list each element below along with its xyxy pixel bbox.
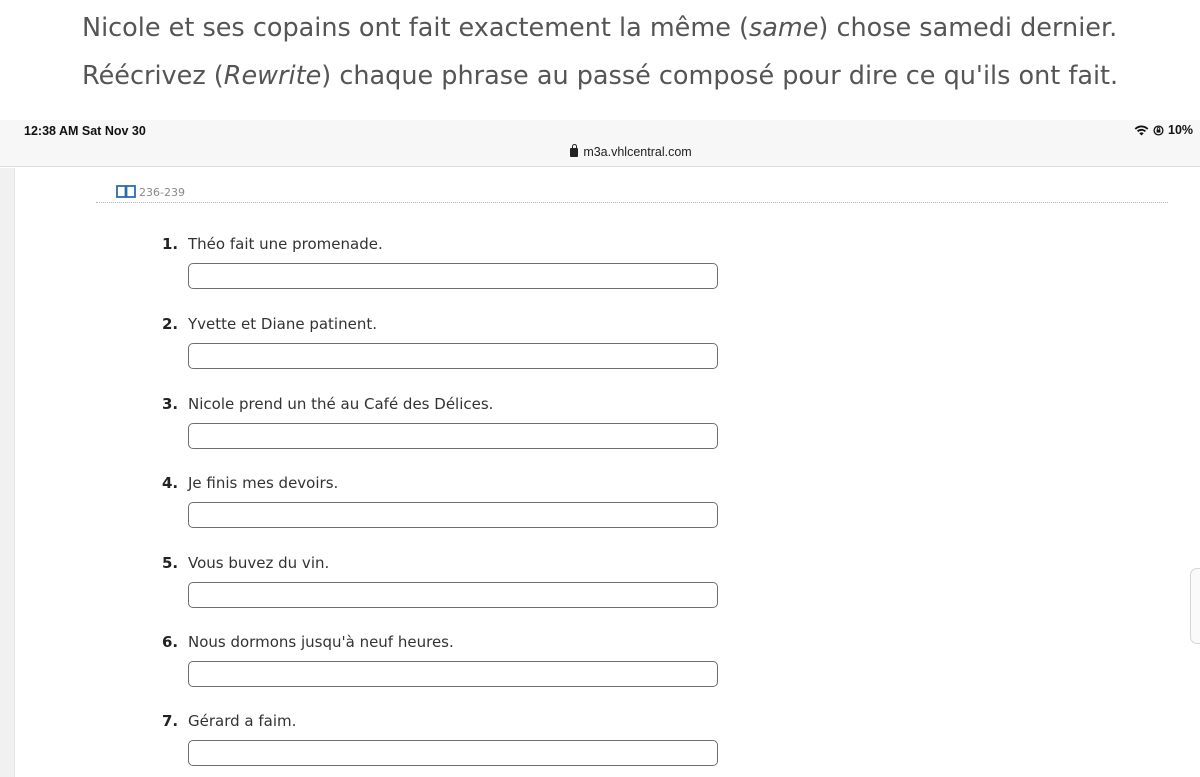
- question-number: 5.: [162, 554, 179, 572]
- divider: [96, 202, 1168, 203]
- answer-input-7[interactable]: [188, 740, 718, 766]
- status-time: 12:38 AM Sat Nov 30: [24, 124, 146, 138]
- book-icon: [116, 185, 136, 198]
- question-text: Nicole prend un thé au Café des Délices.: [188, 395, 494, 413]
- question-number: 7.: [162, 712, 179, 730]
- answer-input-4[interactable]: [188, 502, 718, 528]
- url-text: m3a.vhlcentral.com: [583, 145, 692, 159]
- instruction-line-1: [82, 13, 1192, 43]
- instructions: [0, 0, 1200, 120]
- exercise-content: [0, 168, 1200, 777]
- question-text: Vous buvez du vin.: [188, 554, 330, 572]
- question-text: Nous dormons jusqu'à neuf heures.: [188, 633, 454, 651]
- instruction-line-2-start: Réécrivez (: [82, 61, 224, 91]
- question-number: 2.: [162, 315, 179, 333]
- answer-input-2[interactable]: [188, 343, 718, 369]
- reference-pages: 236-239: [139, 186, 185, 199]
- instruction-line-2-emphasis: Rewrite: [223, 61, 322, 91]
- answer-input-1[interactable]: [188, 263, 718, 289]
- question-number: 1.: [162, 235, 179, 253]
- question-number: 3.: [162, 395, 179, 413]
- question-text: Yvette et Diane patinent.: [188, 315, 377, 333]
- question-number: 6.: [162, 633, 179, 651]
- question-text: Théo fait une promenade.: [188, 235, 383, 253]
- lock-icon: [570, 148, 578, 157]
- instruction-line-1-emphasis: same: [748, 13, 819, 43]
- answer-input-6[interactable]: [188, 661, 718, 687]
- answer-input-3[interactable]: [188, 423, 718, 449]
- instruction-line-1-end: ) chose samedi dernier.: [818, 13, 1118, 43]
- url-bar[interactable]: [0, 145, 1200, 159]
- status-icons: [1134, 123, 1193, 137]
- question-text: Gérard a faim.: [188, 712, 297, 730]
- instruction-line-2: [82, 61, 1192, 91]
- question-number: 4.: [162, 474, 179, 492]
- instruction-line-2-end: ) chaque phrase au passé composé pour dire ce qu'ils ont fait.: [321, 61, 1119, 91]
- question-text: Je finis mes devoirs.: [188, 474, 339, 492]
- side-panel-tab[interactable]: [1190, 568, 1200, 644]
- wifi-icon: [1134, 125, 1149, 136]
- orientation-lock-icon: [1153, 125, 1164, 136]
- status-bar: [0, 120, 1200, 167]
- answer-input-5[interactable]: [188, 582, 718, 608]
- instruction-line-1-start: Nicole et ses copains ont fait exactement la même (: [82, 13, 749, 43]
- left-gutter: [0, 168, 15, 777]
- battery-percent: 10%: [1168, 123, 1194, 137]
